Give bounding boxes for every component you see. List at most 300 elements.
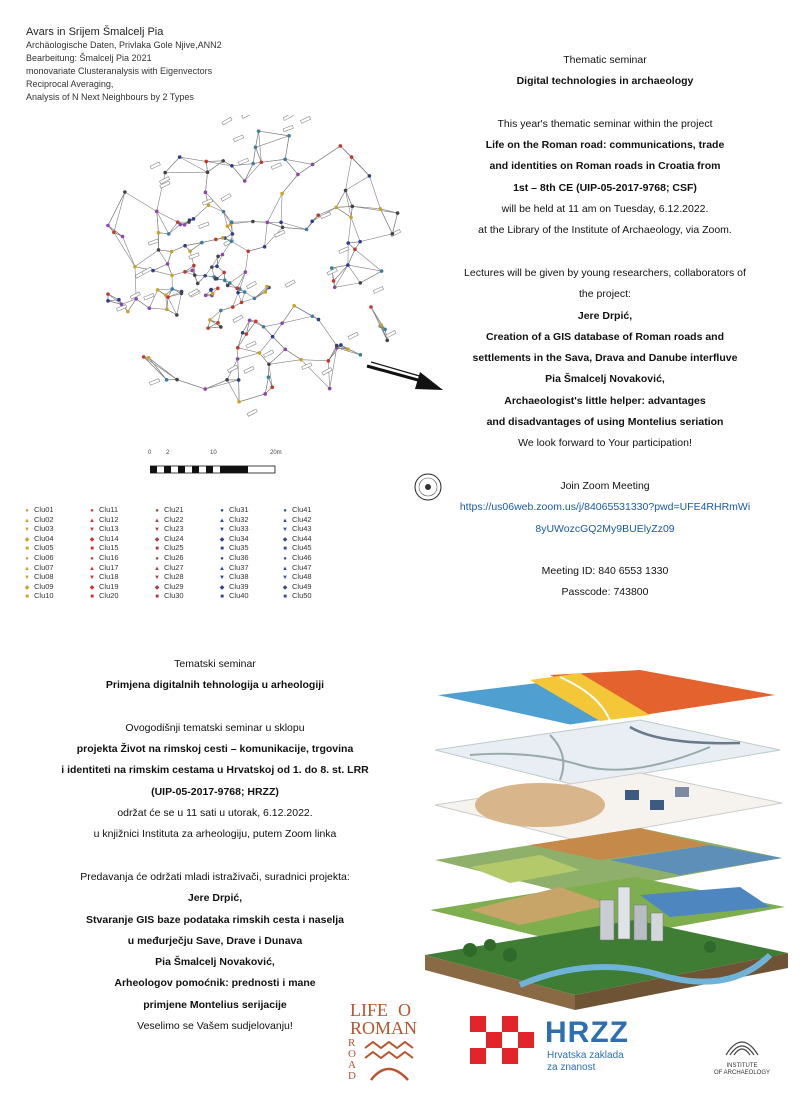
network-node xyxy=(231,305,235,309)
network-node xyxy=(229,239,233,243)
legend-marker-icon: ▲ xyxy=(282,517,288,524)
feature-rect xyxy=(348,332,358,339)
network-node xyxy=(147,306,151,310)
legend-item xyxy=(85,543,119,553)
network-node xyxy=(349,216,353,220)
network-edge xyxy=(265,222,268,246)
legend-column xyxy=(150,505,184,601)
zoom-link-line-1[interactable]: https://us06web.zoom.us/j/84065531330?pwd=UFE4RHRmWi xyxy=(459,501,751,514)
legend-marker-icon: ◆ xyxy=(24,584,30,591)
legend-item xyxy=(278,534,312,544)
map-subtitle-line: Analysis of N Next Neighbours by 2 Types xyxy=(26,92,194,102)
legend-label: Clu43 xyxy=(292,524,312,534)
network-node xyxy=(206,170,210,174)
english-lectures-line: Lectures will be given by young researchers, collaborators of xyxy=(464,266,746,279)
network-node xyxy=(296,173,300,177)
network-node xyxy=(134,297,138,301)
legend-item xyxy=(85,582,119,592)
scale-bar xyxy=(150,465,280,475)
feature-rect xyxy=(233,135,243,142)
legend-marker-icon: ■ xyxy=(90,594,94,601)
network-node xyxy=(183,244,187,248)
network-node xyxy=(215,264,219,268)
network-edge xyxy=(168,252,172,264)
network-node xyxy=(270,385,274,389)
map-header xyxy=(26,26,222,104)
legend-marker-icon: ● xyxy=(90,508,94,514)
legend-marker-icon: ■ xyxy=(90,546,94,553)
legend-item xyxy=(20,524,54,534)
legend-label: Clu40 xyxy=(229,591,249,601)
network-edge xyxy=(259,131,262,162)
legend-label: Clu09 xyxy=(34,581,54,591)
legend-item xyxy=(150,572,184,582)
legend-item xyxy=(278,505,312,515)
network-node xyxy=(188,249,192,253)
feature-rect xyxy=(283,125,293,131)
legend-item xyxy=(150,515,184,525)
network-node xyxy=(156,288,160,292)
legend-item xyxy=(215,543,249,553)
legend-item xyxy=(278,553,312,563)
life-on-roman-road-logo xyxy=(345,1000,420,1085)
network-edge xyxy=(336,207,351,217)
legend-label: Clu15 xyxy=(99,543,119,553)
legend-item xyxy=(85,553,119,563)
feature-rect xyxy=(285,280,295,287)
feature-rect xyxy=(275,230,285,237)
legend-label: Clu02 xyxy=(34,514,54,524)
map-subtitle-line: monovariate Clusteranalysis with Eigenvectors xyxy=(26,66,213,76)
legend-item xyxy=(278,563,312,573)
network-edge xyxy=(346,190,353,206)
network-node xyxy=(206,326,210,330)
network-node xyxy=(396,211,400,215)
network-node xyxy=(260,160,264,164)
network-node xyxy=(346,347,350,351)
legend-item xyxy=(85,591,119,601)
legend-marker-icon: ▼ xyxy=(154,575,160,582)
legend-marker-icon: ▼ xyxy=(89,575,95,582)
map-subtitle-line: Archäologische Daten, Privlaka Gole Njive,ANN2 xyxy=(26,40,222,50)
network-edge xyxy=(346,176,370,191)
network-node xyxy=(265,221,269,225)
network-edge xyxy=(348,217,351,243)
legend-label: Clu11 xyxy=(99,505,119,514)
network-edge xyxy=(256,131,259,147)
croatian-talk-1-line: Stvaranje GIS baze podataka rimskih cesta i naselja xyxy=(86,913,344,926)
legend-marker-icon: ● xyxy=(25,508,29,514)
network-node xyxy=(221,236,225,240)
network-edge xyxy=(149,290,157,308)
network-node xyxy=(281,226,285,230)
feature-rect xyxy=(300,116,310,123)
legend-marker-icon: ■ xyxy=(283,594,287,601)
legend-label: Clu03 xyxy=(34,524,54,534)
network-edge xyxy=(269,360,301,365)
zoom-meeting-id: Meeting ID: 840 6553 1330 xyxy=(541,565,669,578)
legend-item xyxy=(278,543,312,553)
croatian-seminar-title: Primjena digitalnih tehnologija u arheologiji xyxy=(105,679,325,692)
network-node xyxy=(246,249,250,253)
legend-marker-icon: ■ xyxy=(25,546,29,553)
legend-label: Clu31 xyxy=(229,505,249,514)
network-node xyxy=(353,248,357,252)
feature-rect xyxy=(283,115,293,120)
network-node xyxy=(391,232,395,236)
network-node xyxy=(385,339,389,343)
hrzz-subtitle-1: Hrvatska zaklada xyxy=(547,1050,624,1061)
network-node xyxy=(112,230,116,234)
feature-rect xyxy=(148,239,158,245)
legend-label: Clu10 xyxy=(34,591,54,601)
network-node xyxy=(219,325,223,329)
network-node xyxy=(251,162,255,166)
gis-layers-illustration xyxy=(410,655,790,1015)
network-node xyxy=(214,238,218,242)
network-node xyxy=(248,318,252,322)
legend-marker-icon: ● xyxy=(25,555,29,562)
network-node xyxy=(204,294,208,298)
network-edge xyxy=(149,358,167,380)
legend-label: Clu04 xyxy=(34,533,54,543)
network-node xyxy=(244,270,248,274)
legend-marker-icon: ● xyxy=(90,555,94,562)
legend-label: Clu14 xyxy=(99,533,119,543)
network-edge xyxy=(360,234,392,242)
network-node xyxy=(120,303,124,307)
network-edge xyxy=(346,190,352,217)
legend-item xyxy=(215,534,249,544)
network-edge xyxy=(355,249,382,271)
network-edge xyxy=(206,161,223,162)
network-node xyxy=(236,346,240,350)
network-node xyxy=(311,314,315,318)
network-edge xyxy=(144,357,167,380)
legend-label: Clu45 xyxy=(292,543,312,553)
network-node xyxy=(380,269,384,273)
network-edge xyxy=(232,166,245,181)
network-edge xyxy=(238,334,247,348)
legend-label: Clu33 xyxy=(229,524,249,534)
network-edge xyxy=(205,380,227,389)
network-node xyxy=(216,255,220,259)
network-node xyxy=(350,205,354,209)
legend-item xyxy=(215,563,249,573)
network-node xyxy=(344,189,348,193)
network-edge xyxy=(238,353,260,359)
network-node xyxy=(167,232,171,236)
legend-item xyxy=(85,534,119,544)
croatian-speaker-2: Pia Šmalcelj Novaković, xyxy=(155,956,275,969)
network-node xyxy=(230,164,234,168)
english-intro: This year's thematic seminar within the project xyxy=(497,117,713,130)
legend-marker-icon: ◆ xyxy=(219,584,225,591)
network-edge xyxy=(245,251,248,272)
network-node xyxy=(170,250,174,254)
network-node xyxy=(214,277,218,281)
network-edge xyxy=(261,159,285,162)
legend-label: Clu27 xyxy=(164,562,184,572)
hrzz-wordmark: HRZZ xyxy=(545,1016,629,1049)
network-node xyxy=(192,217,196,221)
gis-layer-map xyxy=(435,670,775,725)
feature-rect xyxy=(322,368,332,375)
network-edge xyxy=(369,176,380,209)
legend-marker-icon: ◆ xyxy=(219,536,225,543)
english-project-line: Life on the Roman road: communications, trade xyxy=(485,139,725,152)
legend-item xyxy=(20,534,54,544)
network-node xyxy=(222,271,226,275)
network-edge xyxy=(360,271,381,283)
zoom-link-line-2[interactable]: 8yUWozcGQ2My9BUElyZz09 xyxy=(535,522,675,535)
network-node xyxy=(165,308,169,312)
feature-rect xyxy=(271,163,281,170)
network-node xyxy=(258,351,262,355)
legend-label: Clu18 xyxy=(99,572,119,582)
feature-rect xyxy=(246,341,256,348)
network-node xyxy=(317,318,321,322)
network-edge xyxy=(256,136,290,147)
network-node xyxy=(243,179,247,183)
croatian-closing: Veselimo se Vašem sudjelovanju! xyxy=(137,1020,293,1033)
network-edge xyxy=(242,298,255,302)
network-edge xyxy=(238,333,243,348)
network-node xyxy=(310,219,314,223)
legend-label: Clu41 xyxy=(292,505,312,514)
english-announcement xyxy=(410,50,800,604)
network-edge xyxy=(128,299,136,312)
network-node xyxy=(243,290,247,294)
network-node xyxy=(117,298,121,302)
network-node xyxy=(235,286,239,290)
network-node xyxy=(265,285,269,289)
network-edge xyxy=(267,194,282,223)
legend-marker-icon: ▼ xyxy=(282,575,288,582)
network-edge xyxy=(245,164,253,181)
gis-layer-streets xyxy=(435,720,780,785)
network-edge xyxy=(153,264,168,271)
network-node xyxy=(147,356,151,360)
network-edge xyxy=(273,323,283,336)
legend-item xyxy=(20,553,54,563)
feature-rect xyxy=(242,115,252,118)
legend-item xyxy=(150,553,184,563)
network-edge xyxy=(263,327,272,337)
network-node xyxy=(305,228,309,232)
legend-column xyxy=(85,505,119,601)
network-node xyxy=(187,220,191,224)
network-node xyxy=(183,223,187,227)
network-edge xyxy=(123,237,135,267)
english-closing: We look forward to Your participation! xyxy=(518,437,692,450)
network-node xyxy=(359,281,363,285)
cluster-network-map xyxy=(100,115,410,425)
legend-marker-icon: ▼ xyxy=(24,527,30,534)
croatian-project-line: projekta Život na rimskoj cesti – komunikacije, trgovina xyxy=(76,743,354,756)
network-node xyxy=(369,305,373,309)
legend-item xyxy=(20,591,54,601)
feature-rect xyxy=(144,293,154,300)
legend-marker-icon: ◆ xyxy=(154,584,160,591)
legend-label: Clu06 xyxy=(34,552,54,562)
feature-rect xyxy=(149,379,159,385)
network-edge xyxy=(253,147,255,163)
croatian-project-line: (UIP-05-2017-9768; HRZZ) xyxy=(151,785,279,798)
network-node xyxy=(183,270,187,274)
network-node xyxy=(350,155,354,159)
english-talk-1-line: Creation of a GIS database of Roman roads and xyxy=(485,330,725,343)
legend-item xyxy=(85,563,119,573)
map-subtitle-line: Bearbeitung: Šmalcelj Pia 2021 xyxy=(26,53,152,63)
english-talk-2-line: Archaeologist's little helper: advantages xyxy=(504,394,706,407)
network-node xyxy=(221,253,225,257)
legend-label: Clu32 xyxy=(229,514,249,524)
legend-label: Clu38 xyxy=(229,572,249,582)
legend-marker-icon: ◆ xyxy=(282,584,288,591)
network-node xyxy=(332,279,336,283)
network-node xyxy=(157,248,161,252)
croatian-heading: Tematski seminar xyxy=(174,658,256,670)
network-node xyxy=(157,231,161,235)
network-edge xyxy=(237,272,245,288)
croatian-held-line: održat će se u 11 sati u utorak, 6.12.2022. xyxy=(117,807,313,820)
legend-column xyxy=(20,505,54,601)
network-node xyxy=(204,191,208,195)
network-node xyxy=(334,206,338,210)
legend-marker-icon: ▲ xyxy=(154,517,160,524)
english-speaker-2: Pia Šmalcelj Novaković, xyxy=(545,373,665,386)
network-edge xyxy=(340,146,369,176)
network-node xyxy=(216,287,220,291)
network-node xyxy=(359,353,363,357)
legend-item xyxy=(85,572,119,582)
network-node xyxy=(225,378,229,382)
network-edge xyxy=(371,307,385,329)
legend-item xyxy=(150,534,184,544)
network-edge xyxy=(253,222,267,223)
network-node xyxy=(379,207,383,211)
legend-item xyxy=(150,563,184,573)
network-node xyxy=(346,263,350,267)
network-node xyxy=(328,387,332,391)
hrzz-subtitle-2: za znanost xyxy=(547,1062,596,1073)
legend-label: Clu36 xyxy=(229,552,249,562)
legend-label: Clu19 xyxy=(99,581,119,591)
network-edge xyxy=(301,360,328,361)
english-project-line: 1st – 8th CE (UIP-05-2017-9768; CSF) xyxy=(513,181,697,194)
legend-item xyxy=(20,543,54,553)
legend-label: Clu29 xyxy=(164,581,184,591)
network-node xyxy=(192,264,196,268)
feature-rect xyxy=(199,222,209,228)
legend-label: Clu12 xyxy=(99,514,119,524)
legend-marker-icon: ▼ xyxy=(282,527,288,534)
network-node xyxy=(267,362,271,366)
legend-item xyxy=(150,543,184,553)
scale-label: 2 xyxy=(166,450,170,456)
network-edge xyxy=(335,283,361,287)
legend-marker-icon: ▲ xyxy=(154,565,160,572)
network-edge xyxy=(294,306,312,316)
english-talk-2-line: and disadvantages of using Montelius seriation xyxy=(486,416,724,429)
network-edge xyxy=(348,242,360,243)
feature-rect xyxy=(221,194,231,202)
network-edge xyxy=(265,227,283,246)
legend-marker-icon: ■ xyxy=(283,546,287,553)
scale-label: 0 xyxy=(148,450,152,456)
network-edge xyxy=(348,265,360,283)
network-edge xyxy=(108,192,125,225)
network-edge xyxy=(153,271,172,276)
legend-label: Clu25 xyxy=(164,543,184,553)
legend-item xyxy=(278,582,312,592)
english-heading: Thematic seminar xyxy=(563,54,647,66)
network-node xyxy=(106,292,110,296)
network-edge xyxy=(298,164,313,174)
network-node xyxy=(175,378,179,382)
network-node xyxy=(208,318,212,322)
legend-label: Clu44 xyxy=(292,533,312,543)
network-node xyxy=(210,265,214,269)
network-node xyxy=(151,269,155,273)
network-node xyxy=(142,355,146,359)
institute-line-2: OF ARCHAEOLOGY xyxy=(713,1070,770,1076)
network-node xyxy=(263,290,267,294)
legend-marker-icon: ■ xyxy=(220,594,224,601)
legend-label: Clu24 xyxy=(164,533,184,543)
legend-label: Clu49 xyxy=(292,581,312,591)
network-node xyxy=(245,332,249,336)
network-node xyxy=(280,321,284,325)
network-edge xyxy=(167,297,168,309)
legend-item xyxy=(215,505,249,515)
english-seminar-title: Digital technologies in archaeology xyxy=(516,75,694,88)
network-edge xyxy=(168,293,181,297)
network-node xyxy=(262,325,266,329)
legend-label: Clu42 xyxy=(292,514,312,524)
legend-item xyxy=(278,524,312,534)
legend-marker-icon: ● xyxy=(220,555,224,562)
network-edge xyxy=(223,212,230,224)
legend-item xyxy=(278,572,312,582)
network-node xyxy=(163,171,167,175)
legend-label: Clu01 xyxy=(34,505,54,514)
network-node xyxy=(254,319,258,323)
legend-item xyxy=(85,515,119,525)
network-node xyxy=(379,323,383,327)
legend-item xyxy=(20,572,54,582)
network-edge xyxy=(348,249,355,265)
network-edge xyxy=(205,172,207,192)
zoom-join-label: Join Zoom Meeting xyxy=(560,479,650,492)
network-edge xyxy=(135,250,159,267)
legend-label: Clu22 xyxy=(164,514,184,524)
legend-item xyxy=(278,591,312,601)
legend-label: Clu46 xyxy=(292,552,312,562)
network-node xyxy=(280,192,284,196)
network-edge xyxy=(348,265,382,271)
legend-column xyxy=(278,505,312,601)
network-edge xyxy=(114,192,125,232)
feature-rect xyxy=(263,350,273,357)
legend-marker-icon: ■ xyxy=(25,594,29,601)
network-edge xyxy=(221,307,233,310)
network-node xyxy=(203,387,207,391)
legend-marker-icon: ▲ xyxy=(219,565,225,572)
network-node xyxy=(267,375,271,379)
network-edge xyxy=(122,299,137,304)
